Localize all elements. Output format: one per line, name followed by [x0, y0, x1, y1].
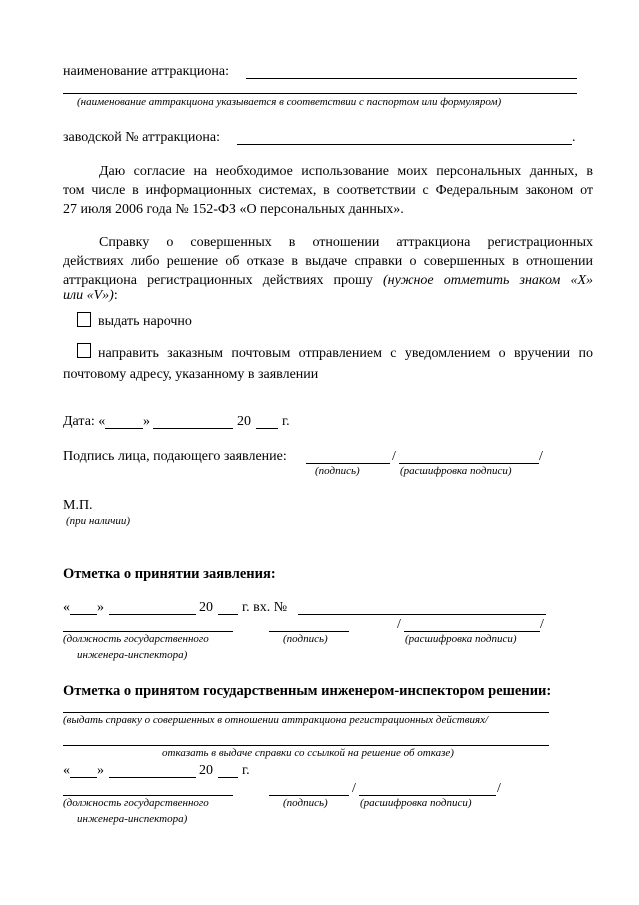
acceptance-number-field[interactable]	[298, 614, 546, 615]
option-mail-label: направить заказным почтовым отправлением с уведомлением о вручении по	[98, 346, 593, 361]
acceptance-slash-end: /	[540, 617, 544, 632]
acceptance-number-label: г. вх. №	[242, 600, 288, 615]
attraction-name-label: наименование аттракциона:	[63, 64, 229, 79]
decision-slash: /	[352, 781, 356, 796]
date-year-field[interactable]	[256, 428, 278, 429]
decision-issue-field[interactable]	[63, 712, 549, 713]
request-line-4	[63, 288, 118, 304]
date-month-field[interactable]	[153, 428, 233, 429]
signature-label: Подпись лица, подающего заявление:	[63, 449, 287, 464]
request-line-4-italic: или «V»)	[63, 288, 114, 303]
serial-number-field[interactable]	[237, 144, 572, 145]
acceptance-close-quote: »	[97, 600, 104, 615]
decision-hint-position-2: инженера-инспектора)	[77, 813, 188, 825]
decision-month-field[interactable]	[109, 777, 196, 778]
acceptance-year-prefix: 20	[199, 600, 213, 615]
request-line-1: Справку о совершенных в отношении аттракциона регистрационных	[99, 235, 593, 250]
decision-hint-position-1: (должность государственного	[63, 797, 209, 809]
decision-hint-sign: (подпись)	[283, 797, 328, 809]
decision-year-field[interactable]	[218, 777, 238, 778]
acceptance-hint-position-1: (должность государственного	[63, 633, 209, 645]
attraction-name-field[interactable]	[246, 78, 577, 79]
acceptance-open-quote: «	[63, 600, 70, 615]
request-line-4-end: :	[113, 288, 118, 303]
attraction-name-field-2[interactable]	[63, 93, 577, 94]
option-mail-label-2: почтовому адресу, указанному в заявлении	[63, 367, 319, 382]
decision-slash-end: /	[497, 781, 501, 796]
acceptance-slash: /	[397, 617, 401, 632]
date-label: Дата: «	[63, 414, 106, 429]
serial-number-end: .	[572, 130, 576, 145]
decision-title: Отметка о принятом государственным инженером-инспектором решении:	[63, 683, 552, 699]
signature-decode-field[interactable]	[399, 463, 539, 464]
consent-line-1: Даю согласие на необходимое использование моих персональных данных, в	[99, 164, 593, 179]
decision-position-field[interactable]	[63, 795, 233, 796]
decision-refuse-field[interactable]	[63, 745, 549, 746]
signature-hint-sign: (подпись)	[315, 465, 360, 477]
decision-sign-field[interactable]	[269, 795, 349, 796]
serial-number-label: заводской № аттракциона:	[63, 130, 220, 145]
signature-slash: /	[392, 449, 396, 464]
date-year-prefix: 20	[237, 414, 251, 429]
decision-close-quote: »	[97, 763, 104, 778]
request-line-2: действиях либо решение об отказе в выдаче справки о совершенных в отношении	[63, 254, 593, 269]
acceptance-month-field[interactable]	[109, 614, 196, 615]
option-mail-checkbox[interactable]	[77, 343, 91, 358]
request-line-3	[63, 271, 593, 290]
signature-slash-end: /	[539, 449, 543, 464]
acceptance-hint-position-2: инженера-инспектора)	[77, 649, 188, 661]
acceptance-sign-field[interactable]	[269, 631, 349, 632]
date-day-field[interactable]	[105, 428, 143, 429]
signature-hint-decode: (расшифровка подписи)	[400, 465, 512, 477]
acceptance-decode-field[interactable]	[404, 631, 540, 632]
acceptance-position-field[interactable]	[63, 631, 233, 632]
decision-decode-field[interactable]	[359, 795, 496, 796]
acceptance-hint-sign: (подпись)	[283, 633, 328, 645]
signature-field[interactable]	[306, 463, 390, 464]
option-deliver-checkbox[interactable]	[77, 312, 91, 327]
acceptance-title: Отметка о принятии заявления:	[63, 566, 276, 582]
stamp-hint: (при наличии)	[66, 515, 131, 527]
consent-line-3: 27 июля 2006 года № 152-ФЗ «О персональных данных».	[63, 202, 404, 217]
stamp-label: М.П.	[63, 498, 93, 513]
decision-open-quote: «	[63, 763, 70, 778]
decision-year-prefix: 20	[199, 763, 213, 778]
decision-hint-issue: (выдать справку о совершенных в отношении аттракциона регистрационных действиях/	[63, 714, 489, 726]
acceptance-year-field[interactable]	[218, 614, 238, 615]
decision-hint-decode: (расшифровка подписи)	[360, 797, 472, 809]
decision-day-field[interactable]	[70, 777, 97, 778]
request-line-3-italic: (нужное отметить знаком «X»	[382, 273, 594, 288]
decision-year-suffix: г.	[242, 763, 250, 778]
acceptance-day-field[interactable]	[70, 614, 97, 615]
attraction-name-hint: (наименование аттракциона указывается в соответствии с паспортом или формуляром)	[77, 96, 502, 108]
acceptance-hint-decode: (расшифровка подписи)	[405, 633, 517, 645]
request-line-3-plain: аттракциона регистрационных действиях прошу	[63, 273, 373, 288]
date-year-suffix: г.	[282, 414, 290, 429]
consent-line-2: том числе в информационных системах, в соответствии с Федеральным законом от	[63, 183, 593, 198]
decision-hint-refuse: отказать в выдаче справки со ссылкой на решение об отказе)	[162, 747, 454, 759]
option-deliver-label: выдать нарочно	[98, 314, 192, 329]
date-close-quote: »	[143, 414, 150, 429]
